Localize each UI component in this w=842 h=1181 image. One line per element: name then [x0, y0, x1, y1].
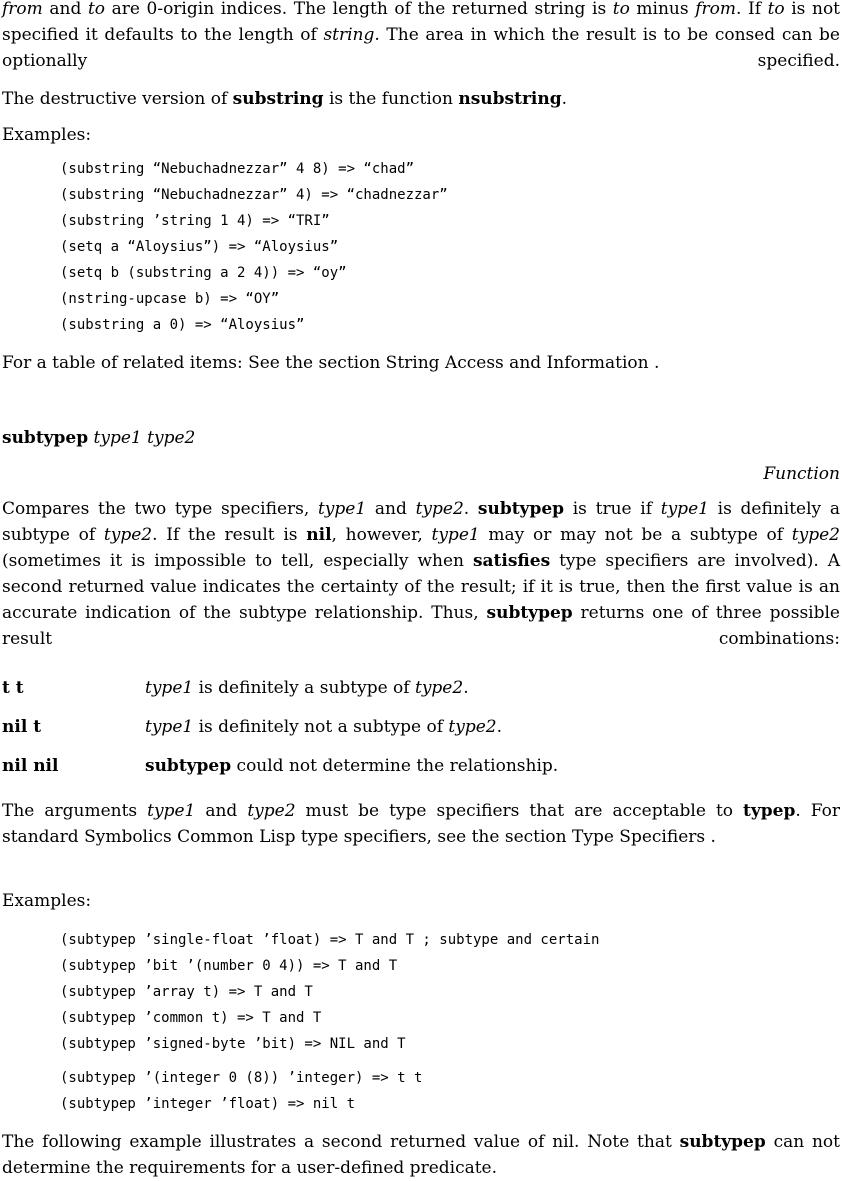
- examples-label: Examples:: [2, 891, 92, 911]
- combo-term: t t: [2, 678, 24, 698]
- combo-definition: type1 is definitely a subtype of type2.: [145, 678, 469, 698]
- destructive-version-note: The destructive version of substring is the function nsubstring.: [2, 89, 568, 109]
- arg-to: to: [87, 0, 106, 19]
- code-line: (subtypep ’single-float ’float) => T and T ; subtype and certain: [60, 932, 600, 948]
- entry-kind: Function: [763, 464, 840, 484]
- code-line: (substring a 0) => “Aloysius”: [60, 317, 305, 333]
- code-line: (substring “Nebuchadnezzar” 4 8) => “chad”: [60, 161, 415, 177]
- related-items: For a table of related items: See the section String Access and Information .: [2, 353, 660, 373]
- combo-definition: type1 is definitely not a subtype of type2.: [145, 717, 503, 737]
- entry-args: type1 type2: [88, 428, 196, 448]
- code-line: (substring “Nebuchadnezzar” 4) => “chadnezzar”: [60, 187, 448, 203]
- code-line: (subtypep ’(integer 0 (8)) ’integer) => t t: [60, 1070, 423, 1086]
- code-line: (subtypep ’integer ’float) => nil t: [60, 1096, 356, 1112]
- function-name-nsubstring: nsubstring: [458, 89, 562, 109]
- arg-from: from: [2, 0, 43, 19]
- substring-args-paragraph: from and to are 0-origin indices. The length of the returned string is to minus from. If to is not specified it defaults to the length of string. The area in which the result is to be consed can be optionally specified.: [2, 0, 841, 71]
- code-line: (nstring-upcase b) => “OY”: [60, 291, 280, 307]
- code-line: (subtypep ’signed-byte ’bit) => NIL and T: [60, 1036, 406, 1052]
- entry-heading: [2, 425, 195, 451]
- combo-term: nil nil: [2, 756, 59, 776]
- code-example-substring: [60, 156, 448, 338]
- code-line: (subtypep ’array t) => T and T: [60, 984, 313, 1000]
- code-line: (subtypep ’common t) => T and T: [60, 1010, 322, 1026]
- examples-label: Examples:: [2, 125, 92, 145]
- code-line: (setq b (substring a 2 4)) => “oy”: [60, 265, 347, 281]
- code-line: (substring ’string 1 4) => “TRI”: [60, 213, 330, 229]
- arguments-paragraph: The arguments type1 and type2 must be type specifiers that are acceptable to typep. For standard Symbolics Common Lisp type specifiers, see the section Type Specifiers .: [2, 801, 840, 847]
- combo-definition: subtypep could not determine the relationship.: [145, 756, 559, 776]
- section-link-type-specifiers[interactable]: Type Specifiers: [572, 827, 706, 847]
- subtypep-description: Compares the two type specifiers, type1 and type2. subtypep is true if type1 is definitely a subtype of type2. If the result is nil, however, type1 may or may not be a subtype of type2 (sometimes it is impossible to tell, especially when satisfies type specifiers are involved). A second returned value indicates the certainty of the result; if it is true, then the first value is an accurate indication of the subtype relationship. Thus, subtypep returns one of three possible result combinations:: [2, 499, 840, 649]
- function-name-substring: substring: [232, 89, 324, 109]
- code-example-subtypep: [60, 927, 599, 1117]
- section-link-string-access[interactable]: String Access and Information: [385, 353, 649, 373]
- final-paragraph: The following example illustrates a second returned value of nil. Note that subtypep can not determine the requirements for a user-defined predicate.: [2, 1132, 840, 1178]
- combo-term: nil t: [2, 717, 42, 737]
- code-line: (subtypep ’bit ’(number 0 4)) => T and T: [60, 958, 398, 974]
- entry-name: subtypep: [2, 428, 89, 448]
- code-line: (setq a “Aloysius”) => “Aloysius”: [60, 239, 339, 255]
